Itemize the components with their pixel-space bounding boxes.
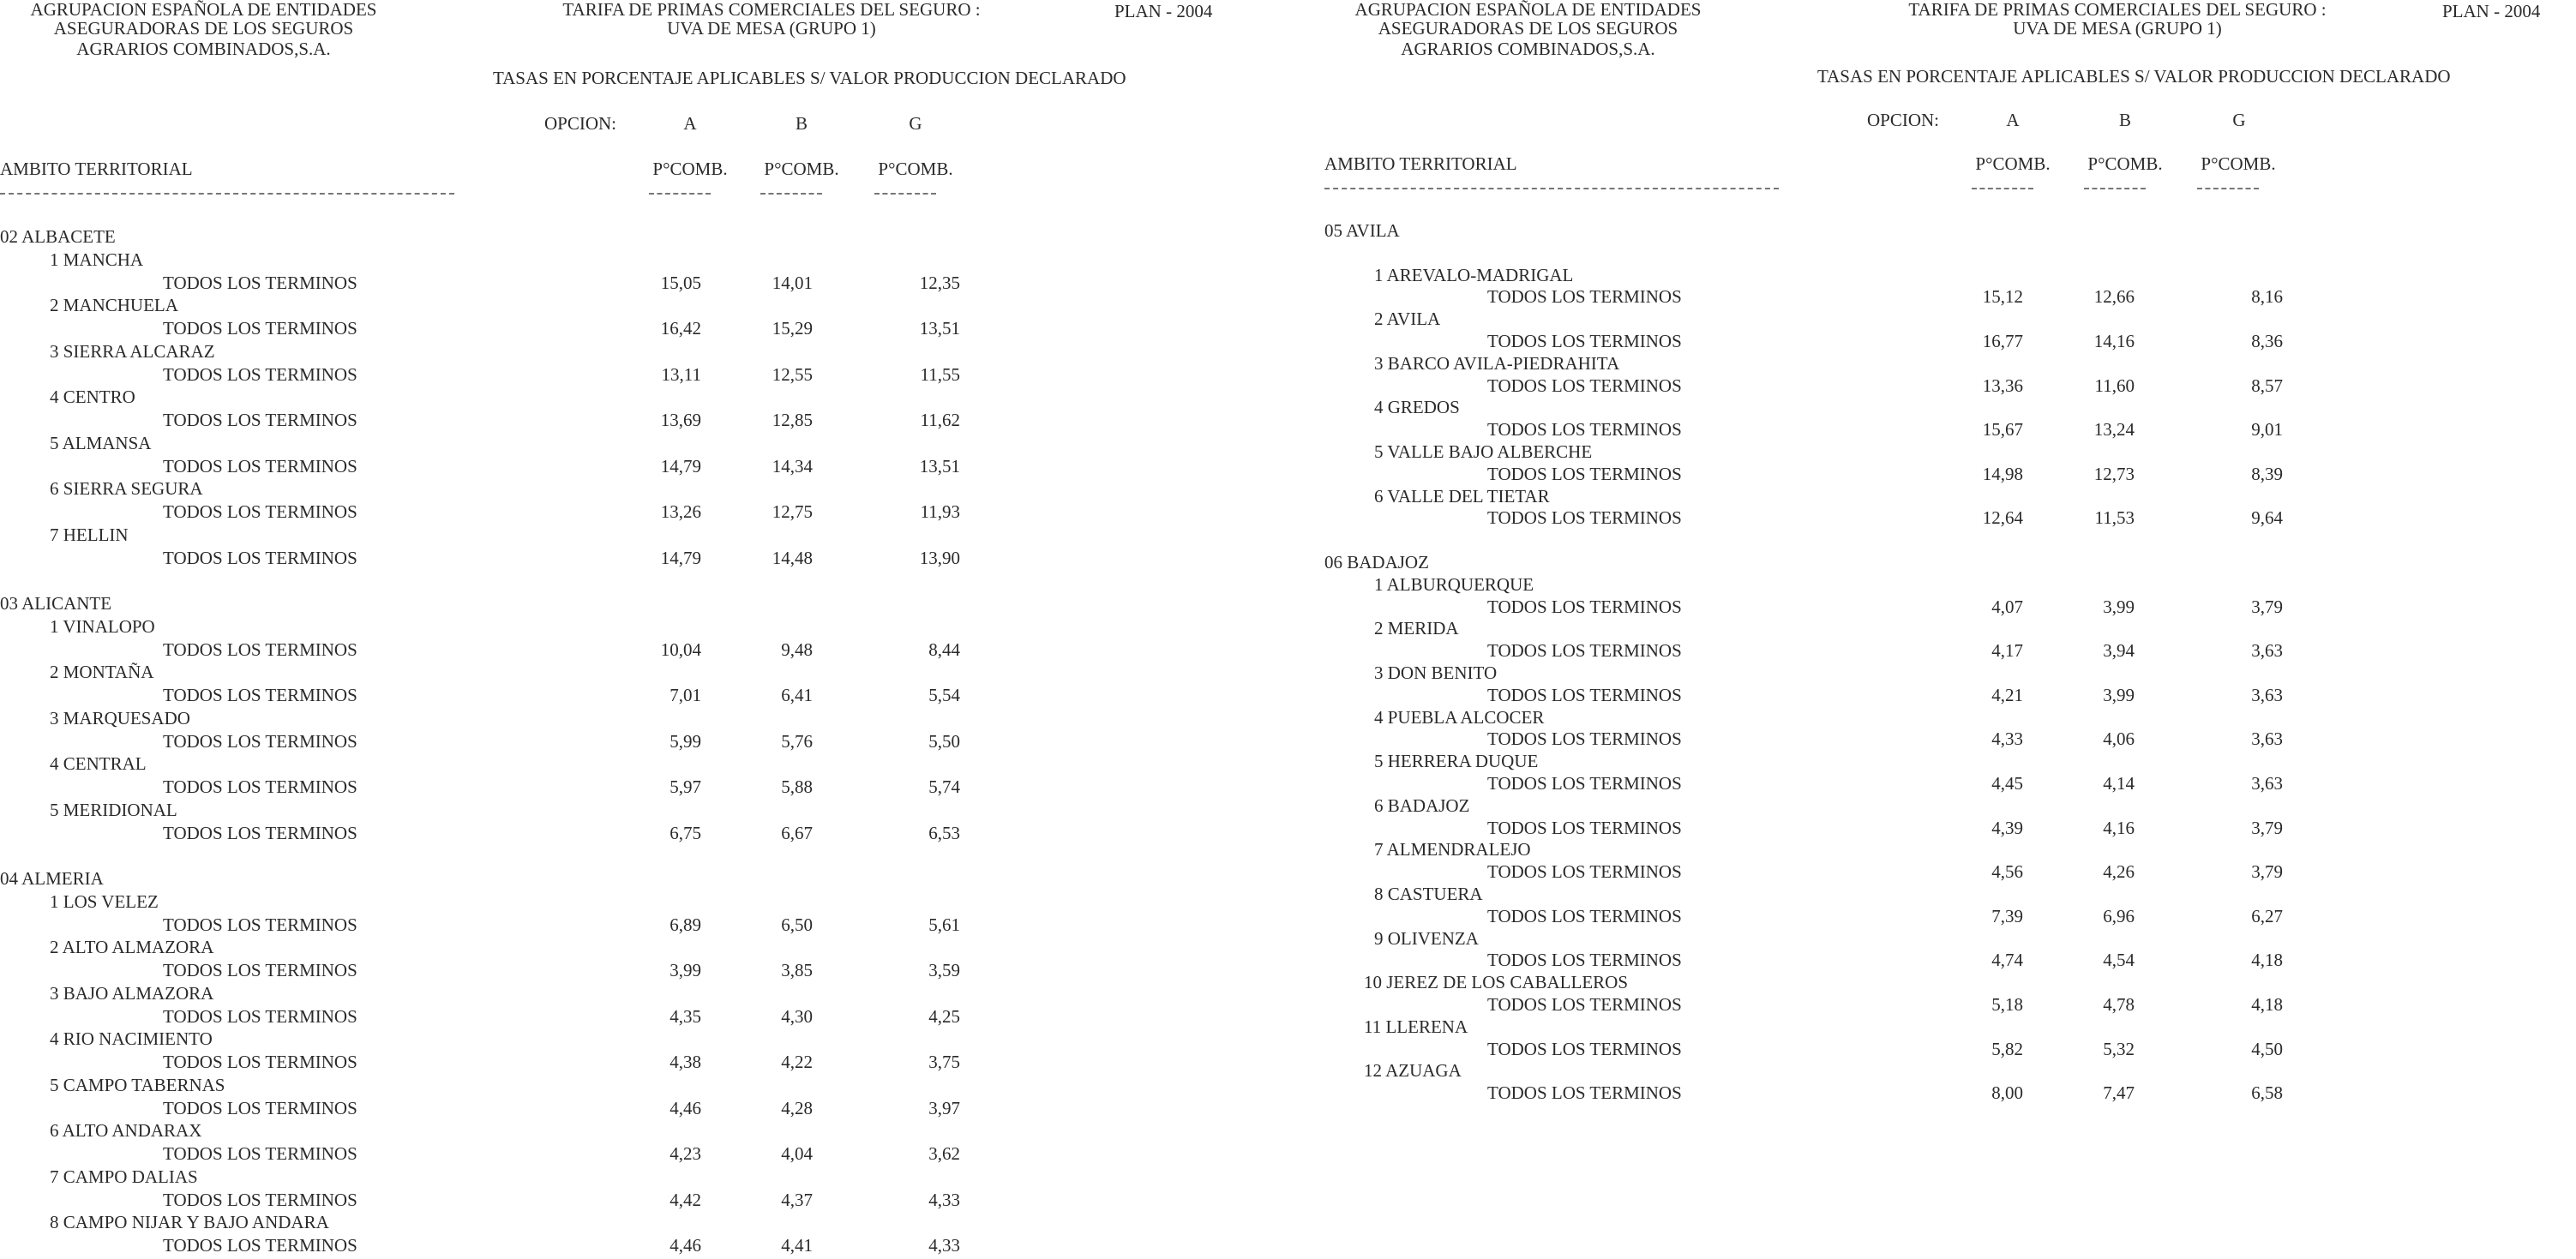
rate-option-g: 11,55 (920, 364, 960, 385)
rate-option-a: 4,42 (670, 1190, 701, 1210)
comarca-name: 4 RIO NACIMIENTO (50, 1028, 213, 1049)
rate-option-b: 3,99 (2103, 685, 2135, 705)
rate-option-g: 5,50 (928, 731, 960, 752)
terms-label: TODOS LOS TERMINOS (163, 823, 357, 843)
terms-label: TODOS LOS TERMINOS (1487, 375, 1682, 396)
rate-option-b: 7,47 (2103, 1082, 2135, 1103)
rate-option-b: 11,53 (2094, 507, 2135, 528)
terms-label: TODOS LOS TERMINOS (1487, 331, 1682, 351)
column-header-g: P°COMB. (2201, 153, 2276, 174)
terms-label: TODOS LOS TERMINOS (163, 318, 357, 339)
province-heading: 03 ALICANTE (0, 593, 112, 614)
rate-option-a: 3,99 (670, 960, 701, 980)
rate-option-g: 8,16 (2251, 286, 2283, 307)
terms-label: TODOS LOS TERMINOS (163, 501, 357, 522)
comarca-name: 1 MANCHA (50, 249, 144, 270)
comarca-name: 3 DON BENITO (1374, 662, 1498, 683)
rate-option-a: 14,79 (660, 456, 701, 477)
rate-option-g: 3,79 (2251, 597, 2283, 617)
terms-label: TODOS LOS TERMINOS (1487, 950, 1682, 970)
subtitle: TASAS EN PORCENTAJE APLICABLES S/ VALOR PRODUCCION DECLARADO (1817, 66, 2451, 87)
rate-option-b: 5,32 (2103, 1039, 2135, 1059)
option-b: B (795, 113, 808, 134)
rate-option-g: 4,18 (2251, 950, 2283, 970)
terms-label: TODOS LOS TERMINOS (163, 960, 357, 980)
org-name-line-1: AGRUPACION ESPAÑOLA DE ENTIDADES (30, 0, 377, 20)
terms-label: TODOS LOS TERMINOS (163, 273, 357, 293)
terms-label: TODOS LOS TERMINOS (1487, 818, 1682, 838)
rate-option-g: 9,64 (2251, 507, 2283, 528)
comarca-name: 12 AZUAGA (1364, 1060, 1462, 1081)
tariff-page-right (1324, 0, 2576, 1259)
org-name-line-2: ASEGURADORAS DE LOS SEGUROS (53, 18, 354, 39)
tariff-title: TARIFA DE PRIMAS COMERCIALES DEL SEGURO : (562, 0, 981, 20)
rate-option-g: 4,33 (928, 1190, 960, 1210)
plan-label: PLAN - 2004 (2442, 1, 2541, 21)
rate-option-g: 8,36 (2251, 331, 2283, 351)
tariff-title: TARIFA DE PRIMAS COMERCIALES DEL SEGURO : (1908, 0, 2327, 20)
rate-option-g: 6,27 (2251, 906, 2283, 926)
rate-option-a: 4,39 (1991, 818, 2023, 838)
option-a: A (2006, 110, 2020, 130)
rate-option-a: 4,46 (670, 1098, 701, 1118)
column-rule-a (649, 193, 711, 195)
rate-option-g: 5,61 (928, 914, 960, 935)
rate-option-a: 4,17 (1991, 640, 2023, 661)
rate-option-b: 14,48 (772, 548, 813, 568)
comarca-name: 6 VALLE DEL TIETAR (1374, 486, 1550, 507)
rate-option-b: 3,94 (2103, 640, 2135, 661)
comarca-name: 8 CASTUERA (1374, 884, 1483, 904)
rate-option-g: 3,79 (2251, 861, 2283, 882)
province-heading: 04 ALMERIA (0, 868, 104, 889)
rate-option-g: 8,39 (2251, 464, 2283, 484)
rate-option-a: 16,42 (660, 318, 701, 339)
comarca-name: 7 ALMENDRALEJO (1374, 839, 1531, 860)
rate-option-b: 12,75 (772, 501, 813, 522)
rate-option-b: 4,37 (781, 1190, 813, 1210)
terms-label: TODOS LOS TERMINOS (163, 1006, 357, 1027)
rate-option-g: 4,18 (2251, 994, 2283, 1015)
rate-option-a: 14,98 (1982, 464, 2023, 484)
rate-option-b: 4,14 (2103, 773, 2135, 794)
column-header-b: P°COMB. (2087, 153, 2163, 174)
header-rule (0, 193, 454, 195)
rate-option-a: 13,26 (660, 501, 701, 522)
column-rule-b (760, 193, 822, 195)
terms-label: TODOS LOS TERMINOS (1487, 994, 1682, 1015)
org-name-line-3: AGRARIOS COMBINADOS,S.A. (76, 39, 331, 59)
terms-label: TODOS LOS TERMINOS (1487, 1082, 1682, 1103)
comarca-name: 11 LLERENA (1364, 1016, 1468, 1037)
comarca-name: 5 CAMPO TABERNAS (50, 1075, 225, 1095)
rate-option-g: 3,75 (928, 1052, 960, 1072)
terms-label: TODOS LOS TERMINOS (163, 914, 357, 935)
rate-option-a: 5,99 (670, 731, 701, 752)
org-name-line-2: ASEGURADORAS DE LOS SEGUROS (1378, 18, 1678, 39)
rate-option-b: 4,16 (2103, 818, 2135, 838)
rate-option-a: 15,12 (1982, 286, 2023, 307)
rate-option-b: 4,30 (781, 1006, 813, 1027)
rate-option-b: 12,73 (2093, 464, 2135, 484)
rate-option-a: 5,18 (1991, 994, 2023, 1015)
rate-option-b: 12,55 (772, 364, 813, 385)
rate-option-a: 4,21 (1991, 685, 2023, 705)
comarca-name: 6 ALTO ANDARAX (50, 1120, 202, 1141)
rate-option-b: 3,85 (781, 960, 813, 980)
rate-option-a: 5,82 (1991, 1039, 2023, 1059)
column-header-b: P°COMB. (764, 159, 839, 179)
rate-option-a: 16,77 (1982, 331, 2023, 351)
rate-option-a: 15,05 (660, 273, 701, 293)
rate-option-a: 4,23 (670, 1143, 701, 1164)
comarca-name: 4 CENTRO (50, 387, 135, 407)
terms-label: TODOS LOS TERMINOS (163, 685, 357, 705)
option-label: OPCION: (1867, 110, 1940, 130)
org-name-line-3: AGRARIOS COMBINADOS,S.A. (1401, 39, 1655, 59)
terms-label: TODOS LOS TERMINOS (1487, 640, 1682, 661)
org-name-line-1: AGRUPACION ESPAÑOLA DE ENTIDADES (1354, 0, 1702, 20)
option-g: G (2232, 110, 2246, 130)
terms-label: TODOS LOS TERMINOS (163, 1235, 357, 1256)
province-heading: 06 BADAJOZ (1324, 552, 1429, 573)
option-g: G (909, 113, 922, 134)
comarca-name: 4 CENTRAL (50, 753, 147, 774)
terms-label: TODOS LOS TERMINOS (163, 639, 357, 660)
rate-option-g: 5,54 (928, 685, 960, 705)
column-rule-g (2197, 188, 2259, 189)
rate-option-g: 3,63 (2251, 640, 2283, 661)
comarca-name: 3 BAJO ALMAZORA (50, 983, 214, 1004)
rate-option-b: 6,96 (2103, 906, 2135, 926)
province-heading: 05 AVILA (1324, 220, 1400, 241)
rate-option-b: 4,22 (781, 1052, 813, 1072)
province-heading: 02 ALBACETE (0, 226, 116, 247)
comarca-name: 2 MONTAÑA (50, 662, 154, 682)
rate-option-a: 4,56 (1991, 861, 2023, 882)
comarca-name: 2 ALTO ALMAZORA (50, 937, 214, 957)
column-rule-b (2084, 188, 2146, 189)
comarca-name: 9 OLIVENZA (1374, 928, 1479, 949)
terms-label: TODOS LOS TERMINOS (163, 364, 357, 385)
rate-option-a: 4,35 (670, 1006, 701, 1027)
subtitle: TASAS EN PORCENTAJE APLICABLES S/ VALOR PRODUCCION DECLARADO (493, 68, 1126, 88)
rate-option-a: 10,04 (660, 639, 701, 660)
comarca-name: 5 MERIDIONAL (50, 800, 177, 820)
terms-label: TODOS LOS TERMINOS (1487, 773, 1682, 794)
column-rule-a (1972, 188, 2033, 189)
rate-option-b: 15,29 (772, 318, 813, 339)
comarca-name: 2 MERIDA (1374, 618, 1459, 638)
rate-option-b: 4,04 (781, 1143, 813, 1164)
comarca-name: 2 MANCHUELA (50, 295, 178, 315)
rate-option-b: 14,34 (772, 456, 813, 477)
terms-label: TODOS LOS TERMINOS (163, 1143, 357, 1164)
terms-label: TODOS LOS TERMINOS (163, 548, 357, 568)
column-header-g: P°COMB. (878, 159, 953, 179)
terms-label: TODOS LOS TERMINOS (163, 731, 357, 752)
rate-option-b: 4,06 (2103, 728, 2135, 749)
rate-option-a: 5,97 (670, 776, 701, 797)
comarca-name: 2 AVILA (1374, 309, 1441, 329)
terms-label: TODOS LOS TERMINOS (163, 1190, 357, 1210)
terms-label: TODOS LOS TERMINOS (163, 1052, 357, 1072)
rate-option-g: 4,50 (2251, 1039, 2283, 1059)
terms-label: TODOS LOS TERMINOS (1487, 861, 1682, 882)
rate-option-a: 7,01 (670, 685, 701, 705)
rate-option-g: 12,35 (919, 273, 960, 293)
tariff-page-left (0, 0, 1277, 1259)
rate-option-a: 13,36 (1982, 375, 2023, 396)
rate-option-a: 8,00 (1991, 1082, 2023, 1103)
option-label: OPCION: (544, 113, 617, 134)
comarca-name: 4 GREDOS (1374, 397, 1460, 417)
rate-option-b: 4,78 (2103, 994, 2135, 1015)
rate-option-b: 11,60 (2094, 375, 2135, 396)
comarca-name: 6 BADAJOZ (1374, 795, 1470, 816)
comarca-name: 1 AREVALO-MADRIGAL (1374, 265, 1574, 285)
comarca-name: 5 HERRERA DUQUE (1374, 751, 1539, 771)
plan-label: PLAN - 2004 (1114, 1, 1213, 21)
comarca-name: 3 BARCO AVILA-PIEDRAHITA (1374, 353, 1620, 374)
comarca-name: 5 VALLE BAJO ALBERCHE (1374, 441, 1593, 462)
header-rule (1324, 188, 1779, 189)
scope-label: AMBITO TERRITORIAL (1324, 153, 1517, 174)
rate-option-a: 4,38 (670, 1052, 701, 1072)
rate-option-g: 3,63 (2251, 728, 2283, 749)
rate-option-g: 3,63 (2251, 685, 2283, 705)
terms-label: TODOS LOS TERMINOS (1487, 419, 1682, 440)
comarca-name: 4 PUEBLA ALCOCER (1374, 707, 1545, 728)
rate-option-g: 3,79 (2251, 818, 2283, 838)
rate-option-a: 6,75 (670, 823, 701, 843)
rate-option-a: 14,79 (660, 548, 701, 568)
rate-option-b: 4,54 (2103, 950, 2135, 970)
terms-label: TODOS LOS TERMINOS (1487, 464, 1682, 484)
terms-label: TODOS LOS TERMINOS (1487, 1039, 1682, 1059)
rate-option-a: 6,89 (670, 914, 701, 935)
rate-option-b: 14,16 (2093, 331, 2135, 351)
terms-label: TODOS LOS TERMINOS (1487, 906, 1682, 926)
comarca-name: 1 LOS VELEZ (50, 891, 159, 912)
comarca-name: 5 ALMANSA (50, 433, 152, 453)
rate-option-a: 4,45 (1991, 773, 2023, 794)
rate-option-g: 8,44 (928, 639, 960, 660)
rate-option-b: 4,26 (2103, 861, 2135, 882)
terms-label: TODOS LOS TERMINOS (1487, 507, 1682, 528)
rate-option-g: 11,62 (920, 410, 960, 430)
rate-option-g: 6,53 (928, 823, 960, 843)
terms-label: TODOS LOS TERMINOS (163, 456, 357, 477)
rate-option-a: 12,64 (1982, 507, 2023, 528)
comarca-name: 10 JEREZ DE LOS CABALLEROS (1364, 972, 1629, 992)
rate-option-g: 3,59 (928, 960, 960, 980)
rate-option-b: 4,41 (781, 1235, 813, 1256)
rate-option-g: 3,97 (928, 1098, 960, 1118)
rate-option-b: 12,85 (772, 410, 813, 430)
terms-label: TODOS LOS TERMINOS (163, 776, 357, 797)
terms-label: TODOS LOS TERMINOS (1487, 597, 1682, 617)
comarca-name: 6 SIERRA SEGURA (50, 478, 203, 499)
rate-option-g: 13,51 (919, 318, 960, 339)
rate-option-g: 9,01 (2251, 419, 2283, 440)
comarca-name: 1 ALBURQUERQUE (1374, 574, 1534, 595)
crop-title: UVA DE MESA (GRUPO 1) (667, 18, 876, 39)
rate-option-a: 4,74 (1991, 950, 2023, 970)
rate-option-g: 13,51 (919, 456, 960, 477)
comarca-name: 3 SIERRA ALCARAZ (50, 341, 215, 362)
terms-label: TODOS LOS TERMINOS (1487, 685, 1682, 705)
terms-label: TODOS LOS TERMINOS (163, 1098, 357, 1118)
rate-option-g: 13,90 (919, 548, 960, 568)
terms-label: TODOS LOS TERMINOS (1487, 286, 1682, 307)
rate-option-b: 12,66 (2093, 286, 2135, 307)
rate-option-g: 4,25 (928, 1006, 960, 1027)
terms-label: TODOS LOS TERMINOS (163, 410, 357, 430)
comarca-name: 7 HELLIN (50, 525, 129, 545)
column-header-a: P°COMB. (652, 159, 728, 179)
rate-option-b: 6,67 (781, 823, 813, 843)
crop-title: UVA DE MESA (GRUPO 1) (2013, 18, 2222, 39)
option-a: A (683, 113, 697, 134)
column-header-a: P°COMB. (1975, 153, 2051, 174)
rate-option-g: 8,57 (2251, 375, 2283, 396)
rate-option-a: 4,46 (670, 1235, 701, 1256)
comarca-name: 8 CAMPO NIJAR Y BAJO ANDARA (50, 1212, 329, 1232)
column-rule-g (874, 193, 936, 195)
scope-label: AMBITO TERRITORIAL (0, 159, 193, 179)
rate-option-b: 5,76 (781, 731, 813, 752)
option-b: B (2118, 110, 2131, 130)
rate-option-a: 4,07 (1991, 597, 2023, 617)
rate-option-b: 6,41 (781, 685, 813, 705)
comarca-name: 3 MARQUESADO (50, 708, 190, 728)
rate-option-a: 15,67 (1982, 419, 2023, 440)
terms-label: TODOS LOS TERMINOS (1487, 728, 1682, 749)
rate-option-a: 4,33 (1991, 728, 2023, 749)
rate-option-g: 3,63 (2251, 773, 2283, 794)
comarca-name: 1 VINALOPO (50, 616, 155, 637)
rate-option-g: 3,62 (928, 1143, 960, 1164)
rate-option-b: 9,48 (781, 639, 813, 660)
rate-option-b: 5,88 (781, 776, 813, 797)
rate-option-b: 4,28 (781, 1098, 813, 1118)
rate-option-a: 13,69 (660, 410, 701, 430)
rate-option-a: 13,11 (661, 364, 701, 385)
rate-option-b: 13,24 (2093, 419, 2135, 440)
rate-option-g: 4,33 (928, 1235, 960, 1256)
rate-option-g: 6,58 (2251, 1082, 2283, 1103)
rate-option-b: 6,50 (781, 914, 813, 935)
comarca-name: 7 CAMPO DALIAS (50, 1166, 198, 1187)
rate-option-b: 3,99 (2103, 597, 2135, 617)
rate-option-a: 7,39 (1991, 906, 2023, 926)
rate-option-g: 11,93 (920, 501, 960, 522)
rate-option-b: 14,01 (772, 273, 813, 293)
rate-option-g: 5,74 (928, 776, 960, 797)
